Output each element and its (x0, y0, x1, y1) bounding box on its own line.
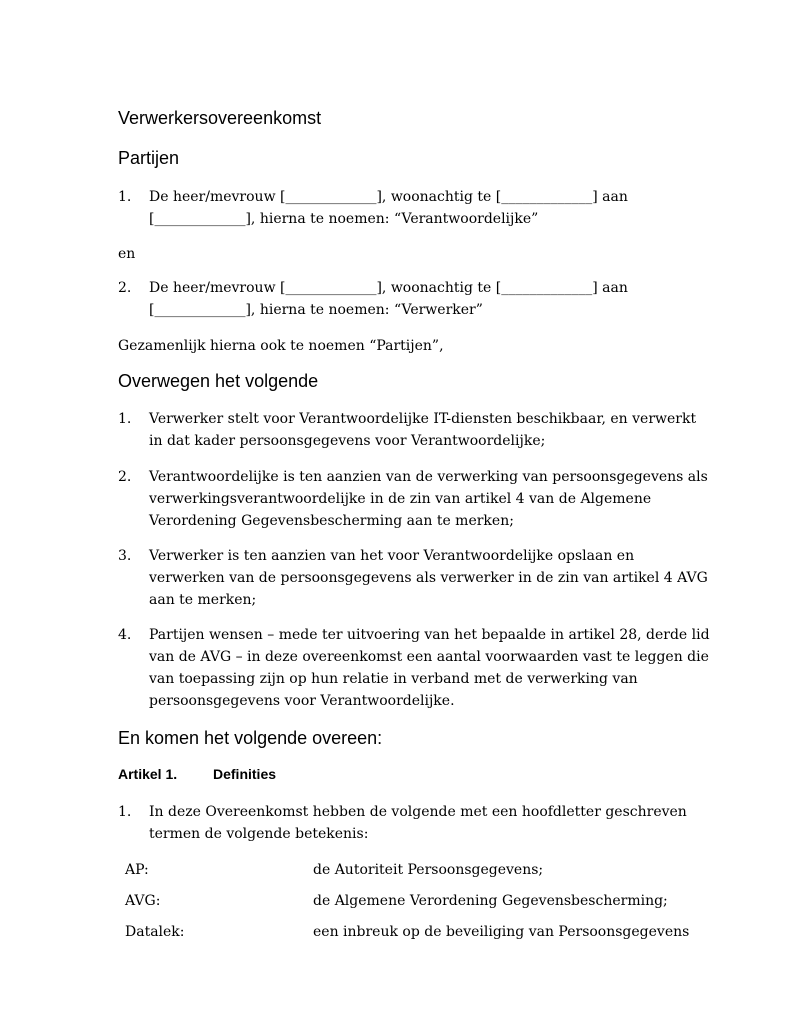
consideration-line: Verwerker stelt voor Verantwoordelijke IT-diensten beschikbaar, en verwerkt (149, 411, 697, 427)
party1-number: 1. (118, 189, 132, 205)
consideration-line: Partijen wensen – mede ter uitvoering van het bepaalde in artikel 28, derde lid (149, 627, 710, 643)
definition-term: AVG: (125, 893, 161, 909)
consideration-line: verwerkingsverantwoordelijke in de zin van artikel 4 van de Algemene (149, 491, 652, 507)
definitions-intro-line: termen de volgende betekenis: (149, 826, 369, 842)
consideration-line: Verantwoordelijke is ten aanzien van de verwerking van persoonsgegevens als (149, 469, 708, 485)
consideration-line: in dat kader persoonsgegevens voor Verantwoordelijke; (149, 433, 546, 449)
parties-heading: Partijen (118, 148, 180, 168)
consideration-line: Verordening Gegevensbescherming aan te merken; (149, 513, 514, 529)
party1-line1: De heer/mevrouw [_____________], woonachtig te [_____________] aan (149, 189, 628, 205)
consideration-number: 2. (118, 469, 132, 485)
and-text: en (118, 246, 136, 262)
party2-line1: De heer/mevrouw [_____________], woonachtig te [_____________] aan (149, 280, 628, 296)
party1-line2: [_____________], hierna te noemen: “Verantwoordelijke” (149, 211, 539, 227)
party2-line2: [_____________], hierna te noemen: “Verwerker” (149, 302, 483, 318)
considerations-heading: Overwegen het volgende (118, 371, 319, 391)
definition-term: AP: (125, 862, 149, 878)
consideration-number: 3. (118, 548, 132, 564)
consideration-number: 4. (118, 627, 132, 643)
definition-term: Datalek: (125, 924, 185, 940)
consideration-line: van de AVG – in deze overeenkomst een aantal voorwaarden vast te leggen die (149, 649, 709, 665)
definitions-intro-line: In deze Overeenkomst hebben de volgende met een hoofdletter geschreven (149, 804, 687, 820)
article-title: Definities (213, 766, 277, 782)
consideration-line: Verwerker is ten aanzien van het voor Verantwoordelijke opslaan en (149, 548, 635, 564)
consideration-line: van toepassing zijn op hun relatie in verband met de verwerking van (149, 671, 638, 687)
definition-meaning: de Autoriteit Persoonsgegevens; (313, 862, 544, 878)
definitions-intro-number: 1. (118, 804, 132, 820)
party2-number: 2. (118, 280, 132, 296)
consideration-line: aan te merken; (149, 592, 257, 608)
jointly-text: Gezamenlijk hierna ook te noemen “Partijen”, (118, 338, 444, 354)
consideration-number: 1. (118, 411, 132, 427)
consideration-line: verwerken van de persoonsgegevens als verwerker in de zin van artikel 4 AVG (149, 570, 708, 586)
document-title: Verwerkersovereenkomst (118, 108, 322, 128)
definition-meaning: een inbreuk op de beveiliging van Persoonsgegevens (313, 924, 690, 940)
article-label: Artikel 1. (118, 766, 178, 782)
consideration-line: persoonsgegevens voor Verantwoordelijke. (149, 693, 455, 709)
definition-meaning: de Algemene Verordening Gegevensbescherming; (313, 893, 668, 909)
agree-heading: En komen het volgende overeen: (118, 728, 383, 748)
